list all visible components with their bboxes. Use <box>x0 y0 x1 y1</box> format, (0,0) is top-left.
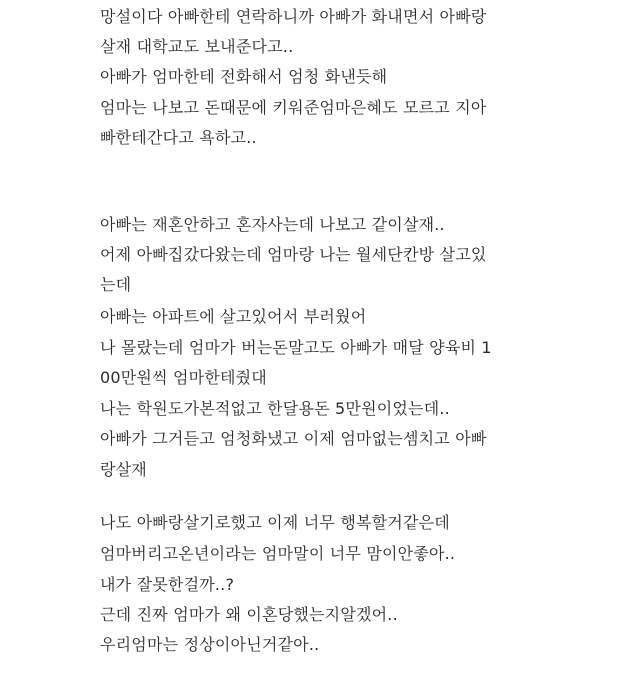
post-line: 는데 <box>100 275 132 294</box>
post-line: 나는 학원도가본적없고 한달용돈 5만원이었는데.. <box>100 399 450 418</box>
post-line: 망설이다 아빠한테 연락하니까 아빠가 화내면서 아빠랑 <box>100 7 487 26</box>
post-line: 빠한테간다고 욕하고.. <box>100 128 257 147</box>
post-line: 랑살재 <box>100 460 147 479</box>
post-line: 아빠가 엄마한테 전화해서 엄청 화낸듯해 <box>100 67 388 86</box>
post-line: 아빠가 그거듣고 엄청화냈고 이제 엄마없는셈치고 아빠 <box>100 429 487 448</box>
post-line: 나도 아빠랑살기로했고 이제 너무 행복할거같은데 <box>100 513 450 532</box>
post-line: 아빠는 아파트에 살고있어서 부러웠어 <box>100 307 367 326</box>
post-line: 어제 아빠집갔다왔는데 엄마랑 나는 월세단칸방 살고있 <box>100 245 487 264</box>
post-line: 나 몰랐는데 엄마가 버는돈말고도 아빠가 매달 양육비 1 <box>100 338 492 357</box>
post-line: 엄마버리고온년이라는 엄마말이 너무 맘이안좋아.. <box>100 544 456 563</box>
post-line: 00만원씩 엄마한테줬대 <box>100 368 267 387</box>
post-line: 엄마는 나보고 돈때문에 키워준엄마은혜도 모르고 지아 <box>100 98 487 117</box>
post-line: 아빠는 재혼안하고 혼자사는데 나보고 같이살재.. <box>100 215 445 234</box>
post-line: 근데 진짜 엄마가 왜 이혼당했는지알겠어.. <box>100 605 398 624</box>
post-line: 내가 잘못한걸까..? <box>100 575 235 594</box>
post-line: 살재 대학교도 보내준다고.. <box>100 37 294 56</box>
post-line: 우리엄마는 정상이아닌거같아.. <box>100 635 320 654</box>
